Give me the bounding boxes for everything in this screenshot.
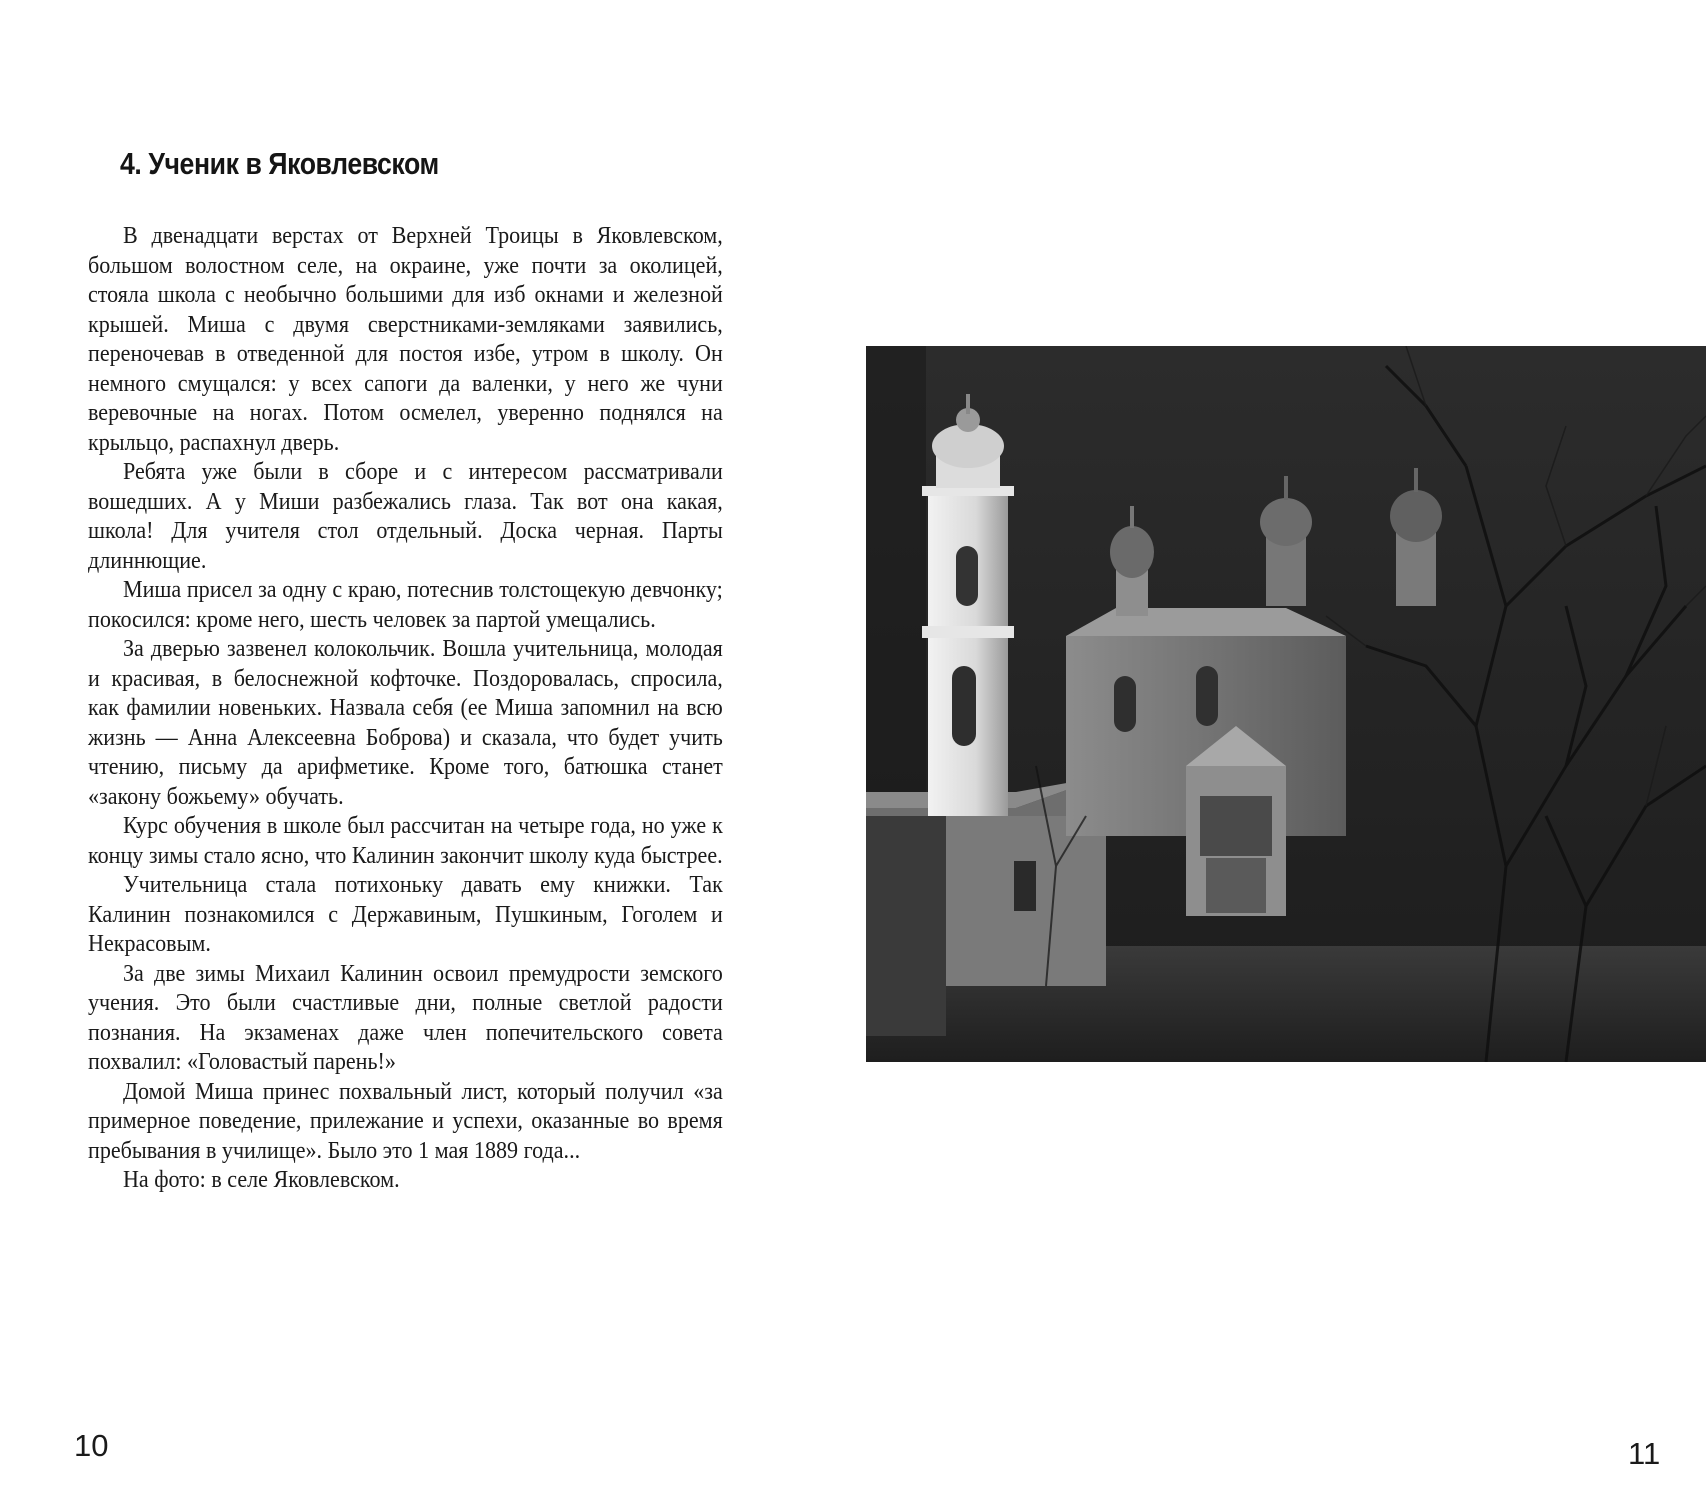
- paragraph: Миша присел за одну с краю, потеснив толстощекую девчонку; покосился: кроме него, шесть человек за партой умещались.: [88, 577, 723, 633]
- page-number-right: 11: [1628, 1436, 1661, 1471]
- body-text: [88, 222, 723, 1196]
- paragraph: За дверью зазвенел колокольчик. Вошла учительница, молодая и красивая, в белоснежной кофточке. Поздоровалась, спросила, как фамилии новеньких. Назвала себя (ее Миша запомнил на всю жизнь — Анна Алексеевна Боброва) и сказала, что будет учить чтению, письму да арифметике. Кроме того, батюшка станет «закону божьему» обучать.: [88, 636, 723, 810]
- paragraph: Ребята уже были в сборе и с интересом рассматривали вошедших. А у Миши разбежались глаза. Так вот она какая, школа! Для учителя стол отдельный. Доска черная. Парты длиннющие.: [88, 459, 723, 574]
- paragraph: За две зимы Михаил Калинин освоил премудрости земского учения. Это были счастливые дни, полные светлой радости познания. На экзаменах даже член попечительского совета похвалил: «Головастый парень!»: [88, 960, 723, 1075]
- paragraph: Домой Миша принес похвальный лист, который получил «за примерное поведение, прилежание и успехи, оказанные во время пребывания в училище». Было это 1 мая 1889 года...: [88, 1078, 723, 1164]
- paragraph: Учительница стала потихоньку давать ему книжки. Так Калинин познакомился с Державиным, Пушкиным, Гоголем и Некрасовым.: [88, 872, 723, 957]
- paragraph: Курс обучения в школе был рассчитан на четыре года, но уже к концу зимы стало ясно, что Калинин закончит школу куда быстрее.: [88, 813, 723, 869]
- church-photo: [866, 346, 1706, 1062]
- chapter-heading: 4. Ученик в Яковлевском: [120, 146, 439, 181]
- paragraph: В двенадцати верстах от Верхней Троицы в Яковлевском, большом волостном селе, на окраине, уже почти за околицей, стояла школа с необычно большими для изб окнами и железной крышей. Миша с двумя сверстниками-земляками заявились, переночевав в отведенной для постоя избе, утром в школу. Он немного смущался: у всех сапоги да валенки, у него же чуни веревочные на ногах. Потом осмелел, уверенно поднялся на крыльцо, распахнул дверь.: [88, 223, 723, 456]
- photo-caption: На фото: в селе Яковлевском.: [122, 1167, 400, 1193]
- page-number-left: 10: [74, 1428, 109, 1463]
